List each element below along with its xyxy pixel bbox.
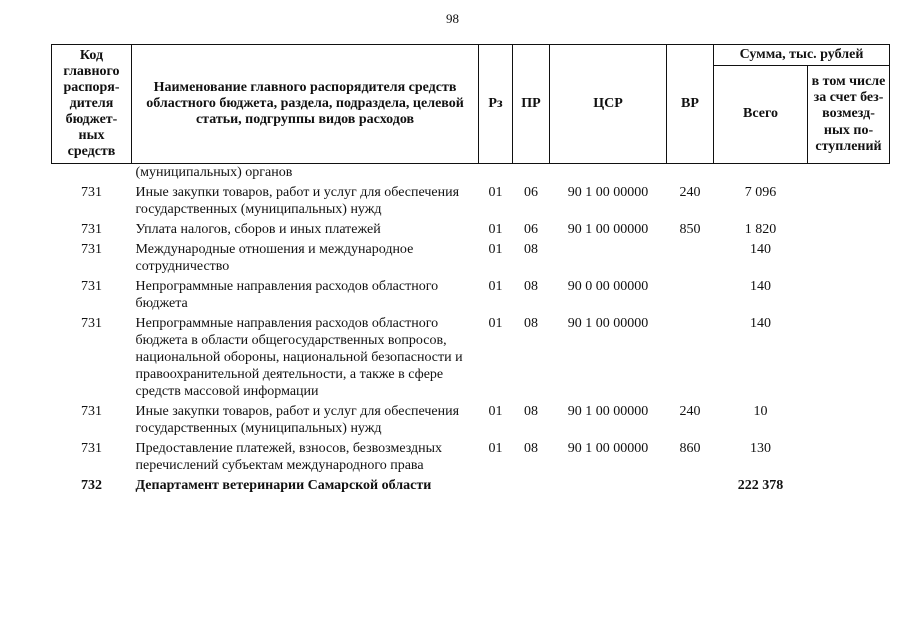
header-sum: Сумма, тыс. рублей: [714, 45, 890, 66]
cell-code: 731: [81, 279, 102, 294]
cell-csr: 90 0 00 00000: [567, 279, 649, 294]
header-total: Всего: [714, 66, 808, 164]
table-row: [52, 275, 890, 312]
table-row: [52, 312, 890, 400]
cell-csr: 90 1 00 00000: [567, 222, 649, 237]
cell-rz: [479, 164, 513, 182]
cell-free: [808, 181, 890, 218]
cell-name: Непрограммные направления расходов областного бюджета в области общегосударственных вопросов, национальной обороны, национальной безопасности и правоохранительной деятельности, а также в сфере средств массовой информации: [135, 316, 463, 399]
cell-code: [52, 164, 132, 182]
cell-free: [808, 437, 890, 474]
cell-free: [808, 218, 890, 238]
cell-name: Непрограммные направления расходов областного бюджета: [135, 279, 439, 311]
header-name: Наименование главного распорядителя средств областного бюджета, раздела, подраздела, целевой статьи, подгруппы видов расходов: [132, 45, 479, 164]
header-rz: Рз: [479, 45, 513, 164]
cell-code: 731: [81, 316, 102, 331]
cell-rz: 01: [488, 316, 503, 331]
cell-csr: 90 1 00 00000: [567, 185, 649, 200]
cell-name: Иные закупки товаров, работ и услуг для обеспечения государственных (муниципальных) нужд: [135, 185, 460, 217]
cell-vr: 240: [679, 185, 701, 200]
cell-pr: 08: [524, 242, 538, 257]
cell-rz: 01: [488, 279, 503, 294]
header-vr: ВР: [667, 45, 714, 164]
cell-pr: [513, 474, 550, 494]
cell-free: [808, 275, 890, 312]
header-free: в том числе за счет без-возмезд-ных по-ступлений: [808, 66, 890, 164]
cell-total: 130: [750, 441, 771, 456]
cell-vr: [667, 238, 714, 275]
budget-table: [51, 44, 890, 494]
cell-csr: 90 1 00 00000: [567, 404, 649, 419]
cell-total: 10: [753, 404, 768, 419]
cell-csr: [550, 474, 667, 494]
cell-pr: 06: [524, 222, 538, 237]
cell-total: 222 378: [737, 478, 784, 493]
department-row: [52, 474, 890, 494]
cell-rz: 01: [488, 222, 503, 237]
cell-free: [808, 312, 890, 400]
cell-name: Иные закупки товаров, работ и услуг для обеспечения государственных (муниципальных) нужд: [135, 404, 460, 436]
cell-vr: [667, 275, 714, 312]
table-row: [52, 238, 890, 275]
table-row: [52, 218, 890, 238]
cell-vr: [667, 474, 714, 494]
cell-csr: [550, 238, 667, 275]
table-body: [52, 164, 890, 495]
cell-vr: [667, 312, 714, 400]
cell-name: Уплата налогов, сборов и иных платежей: [135, 222, 381, 237]
cell-pr: 08: [524, 279, 538, 294]
cell-rz: 01: [488, 404, 503, 419]
cell-free: [808, 238, 890, 275]
header-csr: ЦСР: [550, 45, 667, 164]
cell-rz: [479, 474, 513, 494]
cell-free: [808, 400, 890, 437]
table-row: [52, 164, 890, 182]
cell-free: [808, 164, 890, 182]
cell-csr: 90 1 00 00000: [567, 316, 649, 331]
cell-vr: 860: [679, 441, 701, 456]
cell-rz: 01: [488, 441, 503, 456]
cell-code: 731: [81, 222, 102, 237]
cell-name: Предоставление платежей, взносов, безвозмездных перечислений субъектам международного права: [135, 441, 443, 473]
cell-code: 732: [81, 478, 102, 493]
cell-code: 731: [81, 242, 102, 257]
cell-name: Департамент ветеринарии Самарской области: [135, 478, 432, 493]
table-row: [52, 400, 890, 437]
cell-total: 140: [750, 279, 771, 294]
cell-csr: 90 1 00 00000: [567, 441, 649, 456]
cell-code: 731: [81, 404, 102, 419]
cell-free: [808, 474, 890, 494]
cell-name: (муниципальных) органов: [135, 165, 293, 180]
cell-vr: 850: [679, 222, 701, 237]
cell-vr: [667, 164, 714, 182]
cell-rz: 01: [488, 185, 503, 200]
cell-rz: 01: [488, 242, 503, 257]
cell-csr: [550, 164, 667, 182]
header-code: Код главного распоря-дителя бюджет-ных средств: [52, 45, 132, 164]
page-number: 98: [446, 11, 459, 26]
cell-name: Международные отношения и международное сотрудничество: [135, 242, 414, 274]
cell-pr: 06: [524, 185, 538, 200]
cell-pr: 08: [524, 316, 538, 331]
cell-pr: 08: [524, 404, 538, 419]
cell-total: [714, 164, 808, 182]
cell-pr: [513, 164, 550, 182]
table-row: [52, 437, 890, 474]
cell-pr: 08: [524, 441, 538, 456]
cell-code: 731: [81, 185, 102, 200]
cell-total: 7 096: [744, 185, 777, 200]
cell-total: 1 820: [744, 222, 777, 237]
table-row: [52, 181, 890, 218]
header-pr: ПР: [513, 45, 550, 164]
cell-total: 140: [750, 242, 771, 257]
cell-total: 140: [750, 316, 771, 331]
cell-vr: 240: [679, 404, 701, 419]
table-header: [52, 45, 890, 164]
cell-code: 731: [81, 441, 102, 456]
